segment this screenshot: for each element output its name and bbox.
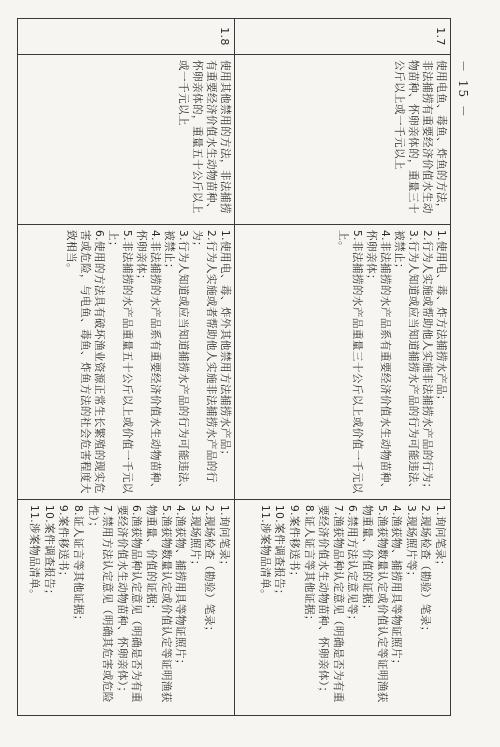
offense-standard-cell: 使用其他禁用的方法，非法捕捞有重要经济价值水生动物苗种、怀卵亲体的，重量五十公斤以上或一千元以上 [18,55,235,225]
list-item: 6.使用的方法具有破坏渔业资源正常生长繁殖的现实危害或危险，与电鱼、毒鱼、炸鱼方法的社会危害程度大致相当。 [65,230,106,494]
table-row [18,19,235,716]
list-item: 10.案件调查报告； [42,505,55,601]
list-item: 3.行为人知道或应当知道捕捞水产品的行为可能违法、被禁止； [163,230,190,494]
list-item: 6.禁用方法认定意见等； [346,505,359,626]
evidence-list [257,505,447,710]
list-item: 11.涉案物品清单。 [28,505,41,601]
list-item: 5.非法捕捞的水产品重量五十公斤以上或价值一千元以上； [107,230,134,494]
list-item: 9.案件移送书； [57,505,70,582]
list-item: 4.渔获物、捕捞用具等物证照片； [174,505,187,670]
list-item: 4.非法捕捞的水产品系有重要经济价值水生动物苗种、怀卵亲体； [135,230,162,494]
list-item: 3.行为人知道或应当知道捕捞水产品的行为可能违法、被禁止； [393,230,420,494]
list-item: 7.渔获物品种认定意见（明确是否为有重要经济价值水生动物苗种、怀卵亲体）； [317,505,344,703]
list-item: 2.现场检查（勘验）笔录； [419,505,432,637]
row-code: 1.8 [18,19,235,55]
rotated-table-page [18,18,451,715]
list-item: 5.渔获物数量认定或价值认定等证明渔获物重量、价值的证据； [144,505,172,703]
list-item: 10.案件调查报告； [273,505,286,601]
list-item: 3.现场照片； [188,505,201,571]
list-item: 3.现场照片等； [404,505,417,582]
list-item: 4.非法捕捞的水产品系有重要经济价值水生动物苗种、怀卵亲体； [365,230,392,494]
list-item: 1.询问笔录； [434,505,446,571]
list-item: 4.渔获物、捕捞用具等物证照片； [390,505,403,670]
evidence-cell [18,500,235,716]
evidence-list [26,505,231,710]
list-item: 6.渔获物品种认定意见（明确是否为有重要经济价值水生动物苗种、怀卵亲体）； [115,505,143,703]
list-item: 5.渔获物数量认定或价值认定等证明渔获物重量、价值的证据； [360,505,388,703]
constituent-elements-cell [235,225,451,500]
page-number: － 15 － [456,60,470,119]
list-item: 2.现场检查（勘验）笔录； [203,505,216,637]
list-item: 2.行为人实施或帮助他人实施非法捕捞水产品的行为； [421,230,434,494]
list-item: 1.使用电、毒、炸方法捕捞水产品； [435,230,447,406]
list-item: 11.涉案物品清单。 [258,505,271,601]
table-row [235,19,451,716]
list-item: 2.行为人实施或者帮助他人实施非法捕捞水产品的行为； [191,230,218,483]
list-item: 8.证人证言等其他证据； [302,505,315,626]
list-item: 9.案件移送书； [287,505,300,582]
legal-standards-table [17,18,451,716]
evidence-cell [235,500,451,716]
constituent-elements-list [335,230,447,494]
list-item: 5.非法捕捞的水产品重量三十公斤以上或价值一千元以上。 [337,230,364,494]
offense-standard-cell: 使用电鱼、毒鱼、炸鱼的方法，非法捕捞有重要经济价值水生动物苗种、怀卵亲体的，重量三十公斤以上或一千元以上 [235,55,451,225]
list-item: 1.使用电、毒、炸外其他禁用方法捕捞水产品； [219,230,231,461]
list-item: 7.禁用方法认定意见（明确其危害或危险性）； [86,505,114,703]
list-item: 8.证人证言等其他证据； [71,505,84,626]
constituent-elements-list [63,230,231,494]
list-item: 1.询问笔录； [218,505,230,571]
constituent-elements-cell [18,225,235,500]
row-code: 1.7 [235,19,451,55]
